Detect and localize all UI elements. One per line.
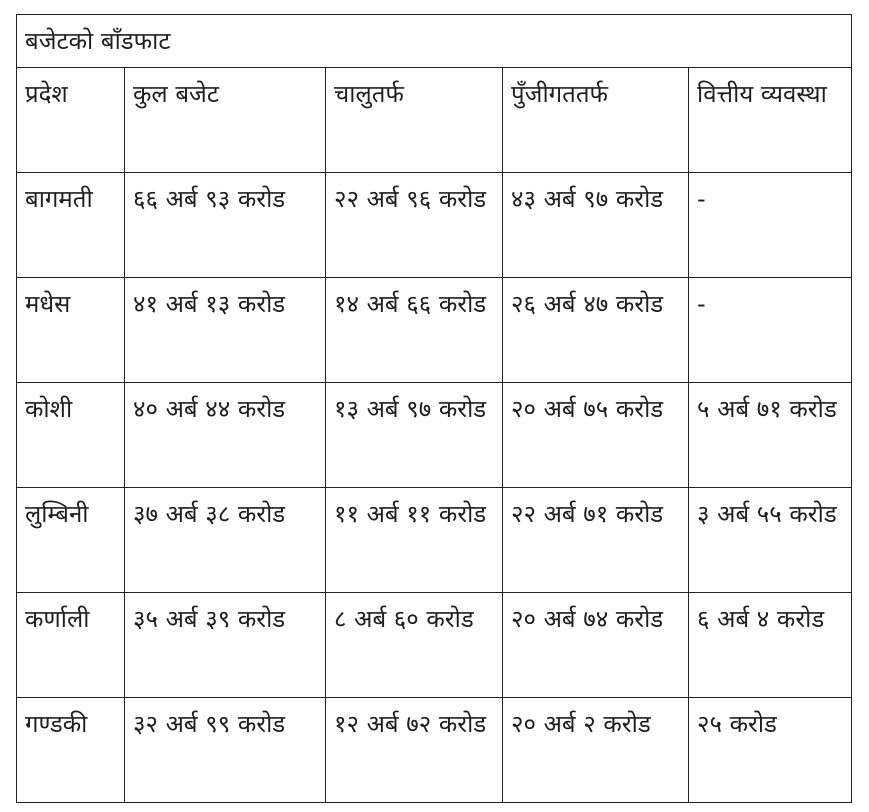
current-expenditure-cell: १४ अर्ब ६६ करोड [326,278,503,383]
title-row [17,15,852,68]
current-expenditure-cell: १३ अर्ब ९७ करोड [326,383,503,488]
table-row [17,698,852,803]
table-row [17,593,852,698]
table-row [17,173,852,278]
capital-expenditure-cell: ४३ अर्ब ९७ करोड [503,173,689,278]
total-budget-cell: ३२ अर्ब ९९ करोड [125,698,326,803]
capital-expenditure-cell: २६ अर्ब ४७ करोड [503,278,689,383]
current-expenditure-cell: ११ अर्ब ११ करोड [326,488,503,593]
financial-arrangement-cell: ६ अर्ब ४ करोड [689,593,852,698]
financial-arrangement-cell: ३ अर्ब ५५ करोड [689,488,852,593]
current-expenditure-cell: ८ अर्ब ६० करोड [326,593,503,698]
budget-table [16,14,852,803]
capital-expenditure-cell: २२ अर्ब ७१ करोड [503,488,689,593]
header-current-expenditure: चालुतर्फ [326,68,503,173]
financial-arrangement-cell: २५ करोड [689,698,852,803]
province-name: गण्डकी [17,698,125,803]
table-row [17,383,852,488]
province-name: बागमती [17,173,125,278]
financial-arrangement-cell: - [689,173,852,278]
capital-expenditure-cell: २० अर्ब ७४ करोड [503,593,689,698]
header-row [17,68,852,173]
header-capital-expenditure: पुँजीगततर्फ [503,68,689,173]
financial-arrangement-cell: ५ अर्ब ७१ करोड [689,383,852,488]
province-name: लुम्बिनी [17,488,125,593]
province-name: कोशी [17,383,125,488]
total-budget-cell: ३५ अर्ब ३९ करोड [125,593,326,698]
total-budget-cell: ३७ अर्ब ३८ करोड [125,488,326,593]
province-name: मधेस [17,278,125,383]
table-row [17,488,852,593]
total-budget-cell: ४० अर्ब ४४ करोड [125,383,326,488]
header-financial-arrangement: वित्तीय व्यवस्था [689,68,852,173]
capital-expenditure-cell: २० अर्ब ७५ करोड [503,383,689,488]
table-title: बजेटको बाँडफाट [17,15,852,68]
header-province: प्रदेश [17,68,125,173]
province-name: कर्णाली [17,593,125,698]
current-expenditure-cell: १२ अर्ब ७२ करोड [326,698,503,803]
total-budget-cell: ४१ अर्ब १३ करोड [125,278,326,383]
current-expenditure-cell: २२ अर्ब ९६ करोड [326,173,503,278]
financial-arrangement-cell: - [689,278,852,383]
header-total-budget: कुल बजेट [125,68,326,173]
table-row [17,278,852,383]
total-budget-cell: ६६ अर्ब ९३ करोड [125,173,326,278]
capital-expenditure-cell: २० अर्ब २ करोड [503,698,689,803]
